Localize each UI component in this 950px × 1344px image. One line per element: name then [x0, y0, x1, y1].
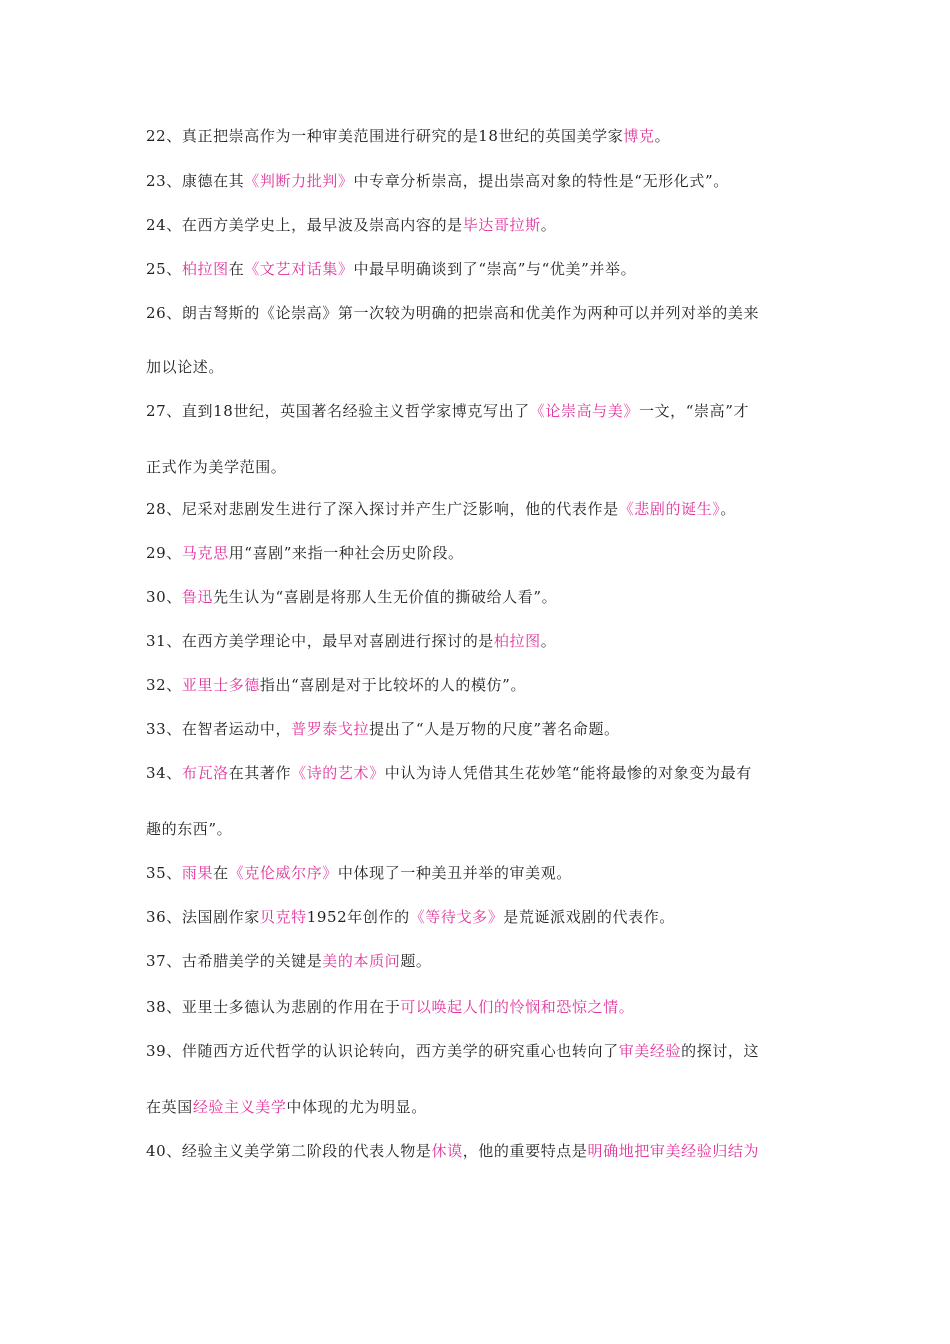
highlighted-term: 雨果: [181, 864, 214, 882]
text-line: [146, 1040, 826, 1062]
text-segment: 25、: [146, 260, 182, 278]
text-line: [146, 542, 826, 564]
text-line: [146, 996, 826, 1018]
text-segment: 39、伴随西方近代哲学的认识论转向，西方美学的研究重心也转向了: [146, 1042, 619, 1060]
text-segment: 是荒诞派戏剧的代表作。: [503, 908, 675, 926]
text-segment: 30、: [146, 588, 182, 606]
text-segment: 35、: [146, 864, 182, 882]
text-segment: 33、在智者运动中，: [146, 720, 292, 738]
highlighted-term: 博克: [623, 127, 655, 145]
highlighted-term: 可以唤起人们的怜悯和恐惊之情。: [400, 998, 635, 1016]
text-segment: 。: [654, 127, 671, 145]
highlighted-term: 美的本质问: [322, 952, 401, 970]
text-segment: 指出“喜剧是对于比较坏的人的模仿”。: [259, 676, 527, 694]
text-line: [146, 214, 826, 236]
text-segment: 32、: [146, 676, 182, 694]
text-line: [146, 718, 826, 740]
text-line: [146, 302, 826, 324]
text-segment: 中体现了一种美丑并举的审美观。: [337, 864, 572, 882]
highlighted-term: 亚里士多德: [181, 676, 260, 694]
text-segment: 中体现的尤为明显。: [286, 1098, 427, 1116]
text-segment: 23、康德在其: [146, 172, 245, 190]
text-segment: 34、: [146, 764, 182, 782]
text-line: [146, 950, 826, 972]
text-line: [146, 906, 826, 928]
text-line: [146, 356, 826, 378]
text-line: [146, 674, 826, 696]
text-line: [146, 1096, 826, 1118]
text-segment: 提出了“人是万物的尺度”著名命题。: [369, 720, 620, 738]
text-line: [146, 818, 826, 840]
highlighted-term: 《文艺对话集》: [244, 260, 354, 278]
highlighted-term: 《悲剧的诞生》: [618, 500, 721, 518]
highlighted-term: 《诗的艺术》: [291, 764, 385, 782]
highlighted-term: 休谟: [431, 1142, 463, 1160]
text-segment: 38、亚里士多德认为悲剧的作用在于: [146, 998, 401, 1016]
text-segment: 用“喜剧”来指一种社会历史阶段。: [228, 544, 464, 562]
text-segment: 22、真正把崇高作为一种审美范围进行研究的是18世纪的英国美学家: [146, 127, 624, 145]
text-line: [146, 456, 826, 478]
highlighted-term: 柏拉图: [181, 260, 229, 278]
text-segment: 中最早明确谈到了“崇高”与“优美”并举。: [353, 260, 637, 278]
highlighted-term: 明确地把审美经验归结为: [587, 1142, 760, 1160]
text-line: [146, 400, 826, 422]
highlighted-term: 毕达哥拉斯: [462, 216, 541, 234]
text-segment: 在: [213, 864, 229, 882]
text-segment: 。: [540, 216, 557, 234]
text-segment: 趣的东西”。: [146, 820, 233, 838]
highlighted-term: 贝克特: [259, 908, 307, 926]
highlighted-term: 普罗泰戈拉: [291, 720, 370, 738]
text-segment: 中专章分析崇高，提出崇高对象的特性是“无形化式”。: [353, 172, 729, 190]
highlighted-term: 柏拉图: [493, 632, 541, 650]
text-line: [146, 862, 826, 884]
text-line: [146, 1140, 826, 1162]
text-line: [146, 170, 826, 192]
text-segment: 中认为诗人凭借其生花妙笔“能将最惨的对象变为最有: [384, 764, 752, 782]
text-segment: 24、在西方美学史上，最早波及崇高内容的是: [146, 216, 463, 234]
text-segment: 先生认为“喜剧是将那人生无价值的撕破给人看”。: [213, 588, 558, 606]
text-segment: 在英国: [146, 1098, 193, 1116]
highlighted-term: 审美经验: [618, 1042, 682, 1060]
text-line: [146, 762, 826, 784]
highlighted-term: 布瓦洛: [181, 764, 229, 782]
text-segment: 1952年创作的: [306, 908, 410, 926]
text-line: [146, 586, 826, 608]
text-line: [146, 125, 826, 147]
text-segment: 26、朗吉弩斯的《论崇高》第一次较为明确的把崇高和优美作为两种可以并列对举的美来: [146, 304, 760, 322]
text-segment: ，他的重要特点是: [462, 1142, 588, 1160]
text-line: [146, 258, 826, 280]
text-segment: 。: [720, 500, 737, 518]
text-segment: 一文，“崇高”才: [638, 402, 750, 420]
highlighted-term: 《判断力批判》: [244, 172, 354, 190]
text-segment: 40、经验主义美学第二阶段的代表人物是: [146, 1142, 432, 1160]
text-line: [146, 498, 826, 520]
text-segment: 37、古希腊美学的关键是: [146, 952, 323, 970]
text-segment: 27、直到18世纪，英国著名经验主义哲学家博克写出了: [146, 402, 530, 420]
highlighted-term: 《克伦威尔序》: [228, 864, 338, 882]
text-segment: 36、法国剧作家: [146, 908, 260, 926]
highlighted-term: 《论崇高与美》: [529, 402, 639, 420]
text-segment: 28、尼采对悲剧发生进行了深入探讨并产生广泛影响，他的代表作是: [146, 500, 619, 518]
highlighted-term: 马克思: [181, 544, 229, 562]
text-line: [146, 630, 826, 652]
text-segment: 加以论述。: [146, 358, 225, 376]
text-segment: 正式作为美学范围。: [146, 458, 287, 476]
highlighted-term: 《等待戈多》: [409, 908, 504, 926]
text-segment: 。: [540, 632, 557, 650]
text-segment: 在: [228, 260, 245, 278]
text-segment: 29、: [146, 544, 182, 562]
highlighted-term: 鲁迅: [181, 588, 214, 606]
text-segment: 题。: [400, 952, 432, 970]
text-segment: 在其著作: [228, 764, 292, 782]
text-segment: 31、在西方美学理论中，最早对喜剧进行探讨的是: [146, 632, 494, 650]
highlighted-term: 经验主义美学: [192, 1098, 287, 1116]
text-segment: 的探讨，这: [681, 1042, 760, 1060]
